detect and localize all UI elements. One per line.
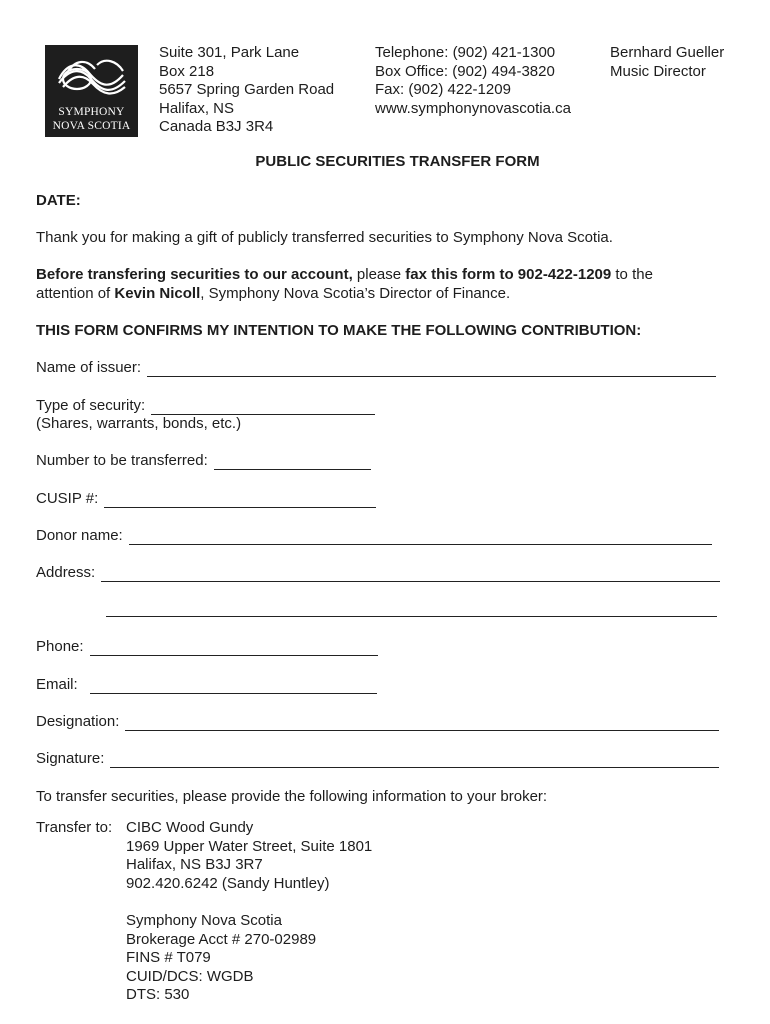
header-director [610, 44, 724, 81]
header-contact [375, 44, 571, 118]
instruction-text: to the [611, 266, 653, 283]
fins-number: FINS # T079 [126, 949, 211, 966]
donor-label: Donor name: [36, 527, 123, 544]
phone-input[interactable] [90, 639, 378, 656]
broker-address: 1969 Upper Water Street, Suite 1801 [126, 837, 373, 855]
email-input[interactable] [90, 677, 377, 694]
address-line: Suite 301, Park Lane [159, 44, 300, 61]
director-name: Bernhard Gueller [610, 44, 725, 61]
confirm-heading: THIS FORM CONFIRMS MY INTENTION TO MAKE THE FOLLOWING CONTRIBUTION: [36, 322, 642, 339]
address-input-line2[interactable] [106, 616, 717, 617]
security-type-hint: (Shares, warrants, bonds, etc.) [36, 415, 242, 432]
cuid-dcs: CUID/DCS: WGDB [126, 967, 254, 985]
address-field [36, 564, 720, 582]
instruction-bold1: Before transfering securities to our account, [36, 266, 353, 283]
signature-input[interactable] [110, 751, 719, 768]
broker-details [126, 819, 372, 893]
cusip-label: CUSIP #: [36, 490, 99, 507]
director-title: Music Director [610, 62, 706, 80]
cusip-field [36, 490, 376, 508]
box-office: Box Office: (902) 494-3820 [375, 62, 555, 80]
transfer-to-label: Transfer to: [36, 819, 113, 836]
header-address [159, 44, 334, 137]
phone-label: Phone: [36, 638, 84, 655]
symphony-logo [45, 45, 138, 137]
number-field [36, 452, 371, 470]
date-label: DATE: [36, 192, 81, 209]
instruction-text: attention of [36, 285, 115, 302]
designation-label: Designation: [36, 713, 120, 730]
broker-city: Halifax, NS B3J 3R7 [126, 856, 263, 873]
designation-field [36, 713, 719, 731]
number-input[interactable] [214, 453, 371, 470]
security-type-label: Type of security: [36, 397, 146, 414]
thank-you-text: Thank you for making a gift of publicly transferred securities to Symphony Nova Scotia. [36, 229, 613, 246]
donor-input[interactable] [129, 528, 712, 545]
instruction-line2 [36, 285, 510, 304]
address-line: Halifax, NS [159, 99, 235, 117]
fax: Fax: (902) 422-1209 [375, 81, 511, 98]
cusip-input[interactable] [104, 491, 376, 508]
address-line: Canada B3J 3R4 [159, 118, 274, 135]
instruction-line1 [36, 266, 653, 285]
symphony-wave-icon [53, 53, 130, 101]
security-type-field [36, 397, 375, 415]
dts: DTS: 530 [126, 986, 190, 1003]
signature-label: Signature: [36, 750, 105, 767]
form-title: PUBLIC SECURITIES TRANSFER FORM [255, 153, 540, 170]
email-field [36, 676, 377, 694]
issuer-field [36, 359, 716, 377]
broker-name: CIBC Wood Gundy [126, 819, 254, 836]
phone-field [36, 638, 378, 656]
logo-text-line2: NOVA SCOTIA [52, 120, 131, 132]
contact-name: Kevin Nicoll [114, 285, 201, 302]
telephone: Telephone: (902) 421-1300 [375, 44, 556, 61]
issuer-input[interactable] [147, 360, 716, 377]
address-line: 5657 Spring Garden Road [159, 81, 335, 98]
logo-text-line1: SYMPHONY [58, 106, 125, 118]
email-label: Email: [36, 676, 78, 693]
designation-input[interactable] [125, 714, 719, 731]
address-label: Address: [36, 564, 96, 581]
broker-intro: To transfer securities, please provide the following information to your broker: [36, 788, 548, 805]
brokerage-account: Brokerage Acct # 270-02989 [126, 930, 317, 948]
address-input[interactable] [101, 565, 720, 582]
account-details [126, 912, 316, 1005]
number-label: Number to be transferred: [36, 452, 208, 469]
instruction-text: please [352, 266, 406, 283]
broker-phone: 902.420.6242 (Sandy Huntley) [126, 874, 330, 892]
fax-instruction: fax this form to 902-422-1209 [405, 266, 612, 283]
security-type-input[interactable] [151, 398, 375, 415]
account-name: Symphony Nova Scotia [126, 912, 282, 929]
signature-field [36, 750, 719, 768]
donor-field [36, 527, 712, 545]
address-line: Box 218 [159, 62, 215, 80]
instruction-text: , Symphony Nova Scotia’s Director of Finance. [200, 285, 511, 302]
website-link[interactable]: www.symphonynovascotia.ca [375, 99, 571, 117]
issuer-label: Name of issuer: [36, 359, 142, 376]
